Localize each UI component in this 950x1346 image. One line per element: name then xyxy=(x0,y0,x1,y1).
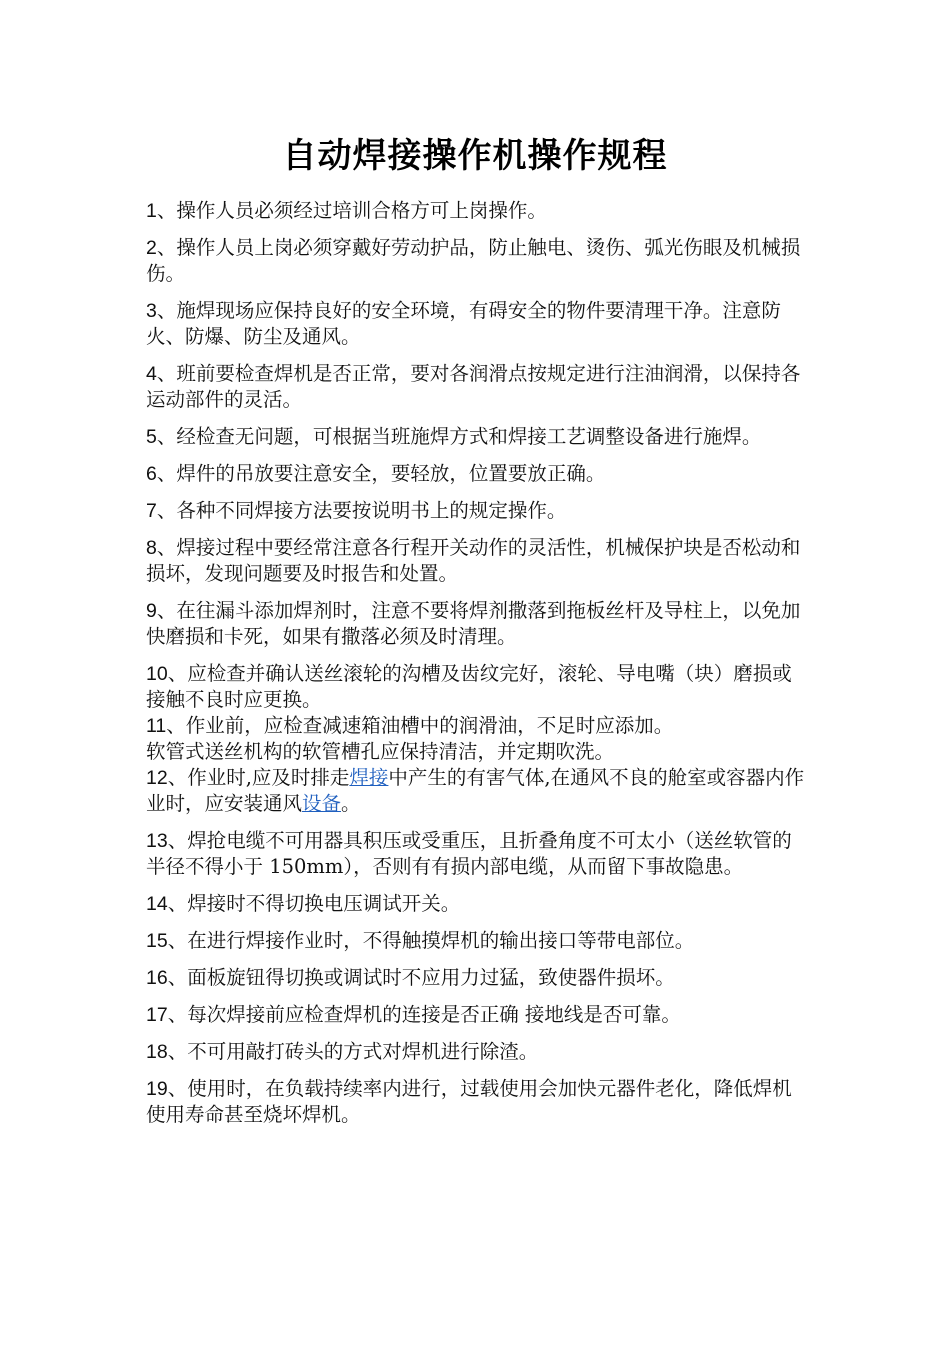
rule-text: 、不可用敲打砖头的方式对焊机进行除渣。 xyxy=(167,1040,539,1063)
rule-text: 、作业时,应及时排走 xyxy=(167,766,350,789)
equipment-link[interactable]: 设备 xyxy=(302,792,342,815)
rule-number: 4 xyxy=(146,363,157,385)
rule-item-5 xyxy=(146,424,810,450)
rule-number: 17 xyxy=(146,1004,168,1026)
rule-text: 。 xyxy=(341,792,361,815)
rule-item-17 xyxy=(146,1002,810,1028)
rule-number: 9 xyxy=(146,600,157,622)
rule-text: 、焊接过程中要经常注意各行程开关动作的灵活性，机械保护块是否松动和损坏，发现问题要及时报告和处置。 xyxy=(146,536,801,585)
rule-number: 2 xyxy=(146,237,157,259)
rule-item-12 xyxy=(146,765,810,817)
welding-link[interactable]: 焊接 xyxy=(349,766,389,789)
rule-item-14 xyxy=(146,891,810,917)
rule-item-7 xyxy=(146,498,810,524)
rule-number: 3 xyxy=(146,300,157,322)
rule-text: 、操作人员上岗必须穿戴好劳动护品，防止触电、烫伤、弧光伤眼及机械损伤。 xyxy=(146,236,801,285)
rule-item-1 xyxy=(146,198,810,224)
rule-item-6 xyxy=(146,461,810,487)
document-title: 自动焊接操作机操作规程 xyxy=(282,136,668,176)
rule-item-11-continued xyxy=(146,739,810,765)
rule-number: 5 xyxy=(146,426,157,448)
rule-text: 、应检查并确认送丝滚轮的沟槽及齿纹完好，滚轮、导电嘴（块）磨损或接触不良时应更换。 xyxy=(146,662,792,711)
rule-text: 、在进行焊接作业时，不得触摸焊机的输出接口等带电部位。 xyxy=(167,929,695,952)
rule-item-11 xyxy=(146,713,810,739)
rule-number: 18 xyxy=(146,1041,168,1063)
rule-number: 10 xyxy=(146,663,168,685)
rule-number: 15 xyxy=(146,930,168,952)
rule-number: 16 xyxy=(146,967,168,989)
rule-item-10 xyxy=(146,661,810,713)
rule-text: 、操作人员必须经过培训合格方可上岗操作。 xyxy=(156,199,547,222)
rule-item-16 xyxy=(146,965,810,991)
rule-number: 12 xyxy=(146,767,168,789)
rule-item-4 xyxy=(146,361,810,413)
rule-text: 、各种不同焊接方法要按说明书上的规定操作。 xyxy=(156,499,567,522)
rule-number: 8 xyxy=(146,537,157,559)
rule-item-2 xyxy=(146,235,810,287)
rule-text: 、班前要检查焊机是否正常，要对各润滑点按规定进行注油润滑，以保持各运动部件的灵活。 xyxy=(146,362,801,411)
rule-text: 、在往漏斗添加焊剂时，注意不要将焊剂撒落到拖板丝杆及导柱上，以免加快磨损和卡死，如果有撒落必须及时清理。 xyxy=(146,599,801,648)
rule-text: 、焊抢电缆不可用器具积压或受重压，且折叠角度不可太小（送丝软管的半径不得小于 150mm），否则有有损内部电缆，从而留下事故隐患。 xyxy=(146,829,792,878)
rule-text: 、焊接时不得切换电压调试开关。 xyxy=(167,892,461,915)
rule-text: 、面板旋钮得切换或调试时不应用力过猛，致使器件损坏。 xyxy=(167,966,675,989)
rule-number: 1 xyxy=(146,200,157,222)
rule-number: 6 xyxy=(146,463,157,485)
document-body xyxy=(146,198,810,1139)
rule-text: 、经检查无问题，可根据当班施焊方式和焊接工艺调整设备进行施焊。 xyxy=(156,425,762,448)
rule-number: 13 xyxy=(146,830,168,852)
rule-text: 、使用时，在负载持续率内进行，过载使用会加快元器件老化，降低焊机使用寿命甚至烧坏焊机。 xyxy=(146,1077,792,1126)
rule-item-13 xyxy=(146,828,810,880)
rule-text: 、每次焊接前应检查焊机的连接是否正确 接地线是否可靠。 xyxy=(167,1003,681,1026)
rule-item-9 xyxy=(146,598,810,650)
rule-item-15 xyxy=(146,928,810,954)
rule-text: 、施焊现场应保持良好的安全环境，有碍安全的物件要清理干净。注意防火、防爆、防尘及通风。 xyxy=(146,299,781,348)
rule-number: 14 xyxy=(146,893,168,915)
rule-item-18 xyxy=(146,1039,810,1065)
rule-number: 7 xyxy=(146,500,157,522)
rule-item-19 xyxy=(146,1076,810,1128)
rule-text: 软管式送丝机构的软管槽孔应保持清洁，并定期吹洗。 xyxy=(146,740,615,763)
rule-text: 中产生的有害气体,在通风不良的舱室或容器内作业时，应安装通风 xyxy=(146,766,805,815)
rule-item-3 xyxy=(146,298,810,350)
rule-number: 19 xyxy=(146,1078,168,1100)
rule-text: 、作业前，应检查减速箱油槽中的润滑油，不足时应添加。 xyxy=(166,714,674,737)
rule-number: 11 xyxy=(146,715,167,737)
rule-text: 、焊件的吊放要注意安全，要轻放，位置要放正确。 xyxy=(156,462,606,485)
rule-item-8 xyxy=(146,535,810,587)
